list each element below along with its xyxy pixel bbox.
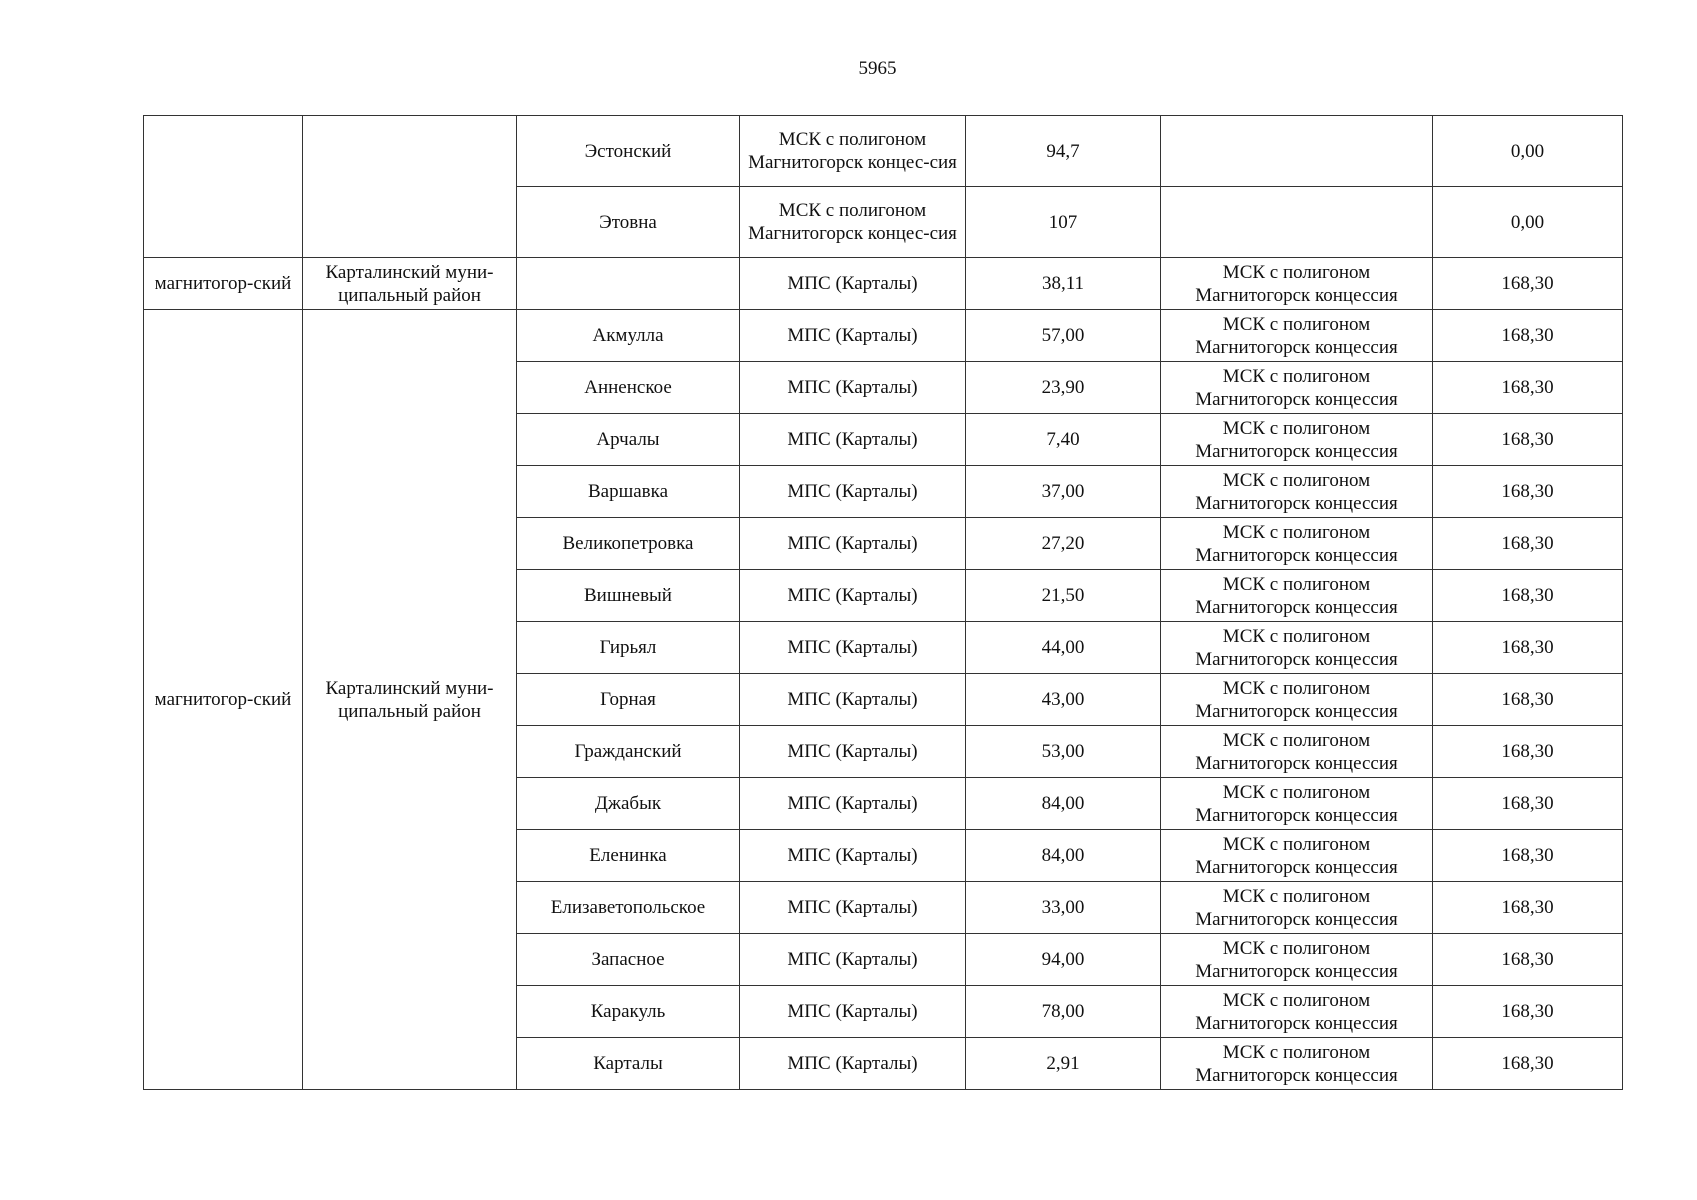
dest-cell: МСК с полигоном Магнитогорск концессия: [1161, 726, 1433, 778]
distance-cell: 2,91: [966, 1038, 1161, 1090]
tariff-cell: 168,30: [1433, 1038, 1623, 1090]
page-number: 5965: [858, 58, 897, 79]
settlement-cell: Этовна: [517, 187, 740, 258]
source-cell: МПС (Карталы): [740, 674, 966, 726]
district-row: [144, 258, 1623, 310]
settlement-cell: Каракуль: [517, 986, 740, 1038]
settlement-cell: Запасное: [517, 934, 740, 986]
source-cell: МПС (Карталы): [740, 622, 966, 674]
distance-cell: 107: [966, 187, 1161, 258]
settlement-cell: Карталы: [517, 1038, 740, 1090]
dest-cell: МСК с полигоном Магнитогорск концессия: [1161, 882, 1433, 934]
zone-cell: магнитогор-ский: [144, 310, 303, 1090]
dest-cell: МСК с полигоном Магнитогорск концессия: [1161, 986, 1433, 1038]
distance-cell: 94,7: [966, 116, 1161, 187]
source-cell: МСК с полигоном Магнитогорск концес-сия: [740, 187, 966, 258]
source-cell: МПС (Карталы): [740, 258, 966, 310]
source-cell: МПС (Карталы): [740, 726, 966, 778]
distance-cell: 78,00: [966, 986, 1161, 1038]
distance-cell: 23,90: [966, 362, 1161, 414]
tariff-cell: 168,30: [1433, 934, 1623, 986]
source-cell: МПС (Карталы): [740, 830, 966, 882]
settlement-cell: [517, 258, 740, 310]
settlement-cell: Варшавка: [517, 466, 740, 518]
tariff-cell: 168,30: [1433, 362, 1623, 414]
settlement-cell: Вишневый: [517, 570, 740, 622]
settlement-cell: Гирьял: [517, 622, 740, 674]
distance-cell: 38,11: [966, 258, 1161, 310]
dest-cell: [1161, 187, 1433, 258]
source-cell: МСК с полигоном Магнитогорск концес-сия: [740, 116, 966, 187]
settlement-cell: Эстонский: [517, 116, 740, 187]
tariff-cell: 168,30: [1433, 986, 1623, 1038]
tariff-cell: 168,30: [1433, 726, 1623, 778]
dest-cell: МСК с полигоном Магнитогорск концессия: [1161, 570, 1433, 622]
dest-cell: МСК с полигоном Магнитогорск концессия: [1161, 258, 1433, 310]
settlement-cell: Еленинка: [517, 830, 740, 882]
tariff-cell: 0,00: [1433, 116, 1623, 187]
source-cell: МПС (Карталы): [740, 466, 966, 518]
distance-cell: 84,00: [966, 830, 1161, 882]
tariff-cell: 168,30: [1433, 882, 1623, 934]
source-cell: МПС (Карталы): [740, 882, 966, 934]
tariff-cell: 168,30: [1433, 466, 1623, 518]
source-cell: МПС (Карталы): [740, 310, 966, 362]
table-row: [144, 310, 1623, 362]
tariff-cell: 168,30: [1433, 674, 1623, 726]
settlement-cell: Великопетровка: [517, 518, 740, 570]
table-row: [144, 116, 1623, 187]
distance-cell: 53,00: [966, 726, 1161, 778]
table-body: [144, 116, 1623, 1090]
tariff-cell: 168,30: [1433, 310, 1623, 362]
district-cell: Карталинский муни-ципальный район: [303, 258, 517, 310]
distance-cell: 27,20: [966, 518, 1161, 570]
dest-cell: МСК с полигоном Магнитогорск концессия: [1161, 622, 1433, 674]
zone-cell: магнитогор-ский: [144, 258, 303, 310]
dest-cell: МСК с полигоном Магнитогорск концессия: [1161, 830, 1433, 882]
settlement-cell: Арчалы: [517, 414, 740, 466]
dest-cell: МСК с полигоном Магнитогорск концессия: [1161, 518, 1433, 570]
tariff-cell: 168,30: [1433, 830, 1623, 882]
dest-cell: МСК с полигоном Магнитогорск концессия: [1161, 778, 1433, 830]
tariff-cell: 168,30: [1433, 414, 1623, 466]
distance-cell: 37,00: [966, 466, 1161, 518]
distance-cell: 44,00: [966, 622, 1161, 674]
tariff-cell: 168,30: [1433, 518, 1623, 570]
settlement-cell: Елизаветопольское: [517, 882, 740, 934]
zone-cell: [144, 116, 303, 258]
source-cell: МПС (Карталы): [740, 518, 966, 570]
dest-cell: МСК с полигоном Магнитогорск концессия: [1161, 362, 1433, 414]
dest-cell: МСК с полигоном Магнитогорск концессия: [1161, 466, 1433, 518]
source-cell: МПС (Карталы): [740, 986, 966, 1038]
distance-cell: 43,00: [966, 674, 1161, 726]
tariff-cell: 168,30: [1433, 622, 1623, 674]
distance-cell: 84,00: [966, 778, 1161, 830]
source-cell: МПС (Карталы): [740, 1038, 966, 1090]
tariff-table: [143, 115, 1623, 1090]
tariff-cell: 168,30: [1433, 778, 1623, 830]
dest-cell: МСК с полигоном Магнитогорск концессия: [1161, 310, 1433, 362]
tariff-cell: 168,30: [1433, 258, 1623, 310]
settlement-cell: Акмулла: [517, 310, 740, 362]
source-cell: МПС (Карталы): [740, 934, 966, 986]
dest-cell: МСК с полигоном Магнитогорск концессия: [1161, 934, 1433, 986]
dest-cell: МСК с полигоном Магнитогорск концессия: [1161, 674, 1433, 726]
dest-cell: МСК с полигоном Магнитогорск концессия: [1161, 414, 1433, 466]
settlement-cell: Горная: [517, 674, 740, 726]
source-cell: МПС (Карталы): [740, 362, 966, 414]
distance-cell: 33,00: [966, 882, 1161, 934]
distance-cell: 21,50: [966, 570, 1161, 622]
tariff-cell: 168,30: [1433, 570, 1623, 622]
distance-cell: 94,00: [966, 934, 1161, 986]
source-cell: МПС (Карталы): [740, 570, 966, 622]
district-cell: Карталинский муни-ципальный район: [303, 310, 517, 1090]
source-cell: МПС (Карталы): [740, 414, 966, 466]
dest-cell: [1161, 116, 1433, 187]
source-cell: МПС (Карталы): [740, 778, 966, 830]
dest-cell: МСК с полигоном Магнитогорск концессия: [1161, 1038, 1433, 1090]
district-cell: [303, 116, 517, 258]
settlement-cell: Джабык: [517, 778, 740, 830]
distance-cell: 57,00: [966, 310, 1161, 362]
settlement-cell: Гражданский: [517, 726, 740, 778]
settlement-cell: Анненское: [517, 362, 740, 414]
tariff-cell: 0,00: [1433, 187, 1623, 258]
distance-cell: 7,40: [966, 414, 1161, 466]
